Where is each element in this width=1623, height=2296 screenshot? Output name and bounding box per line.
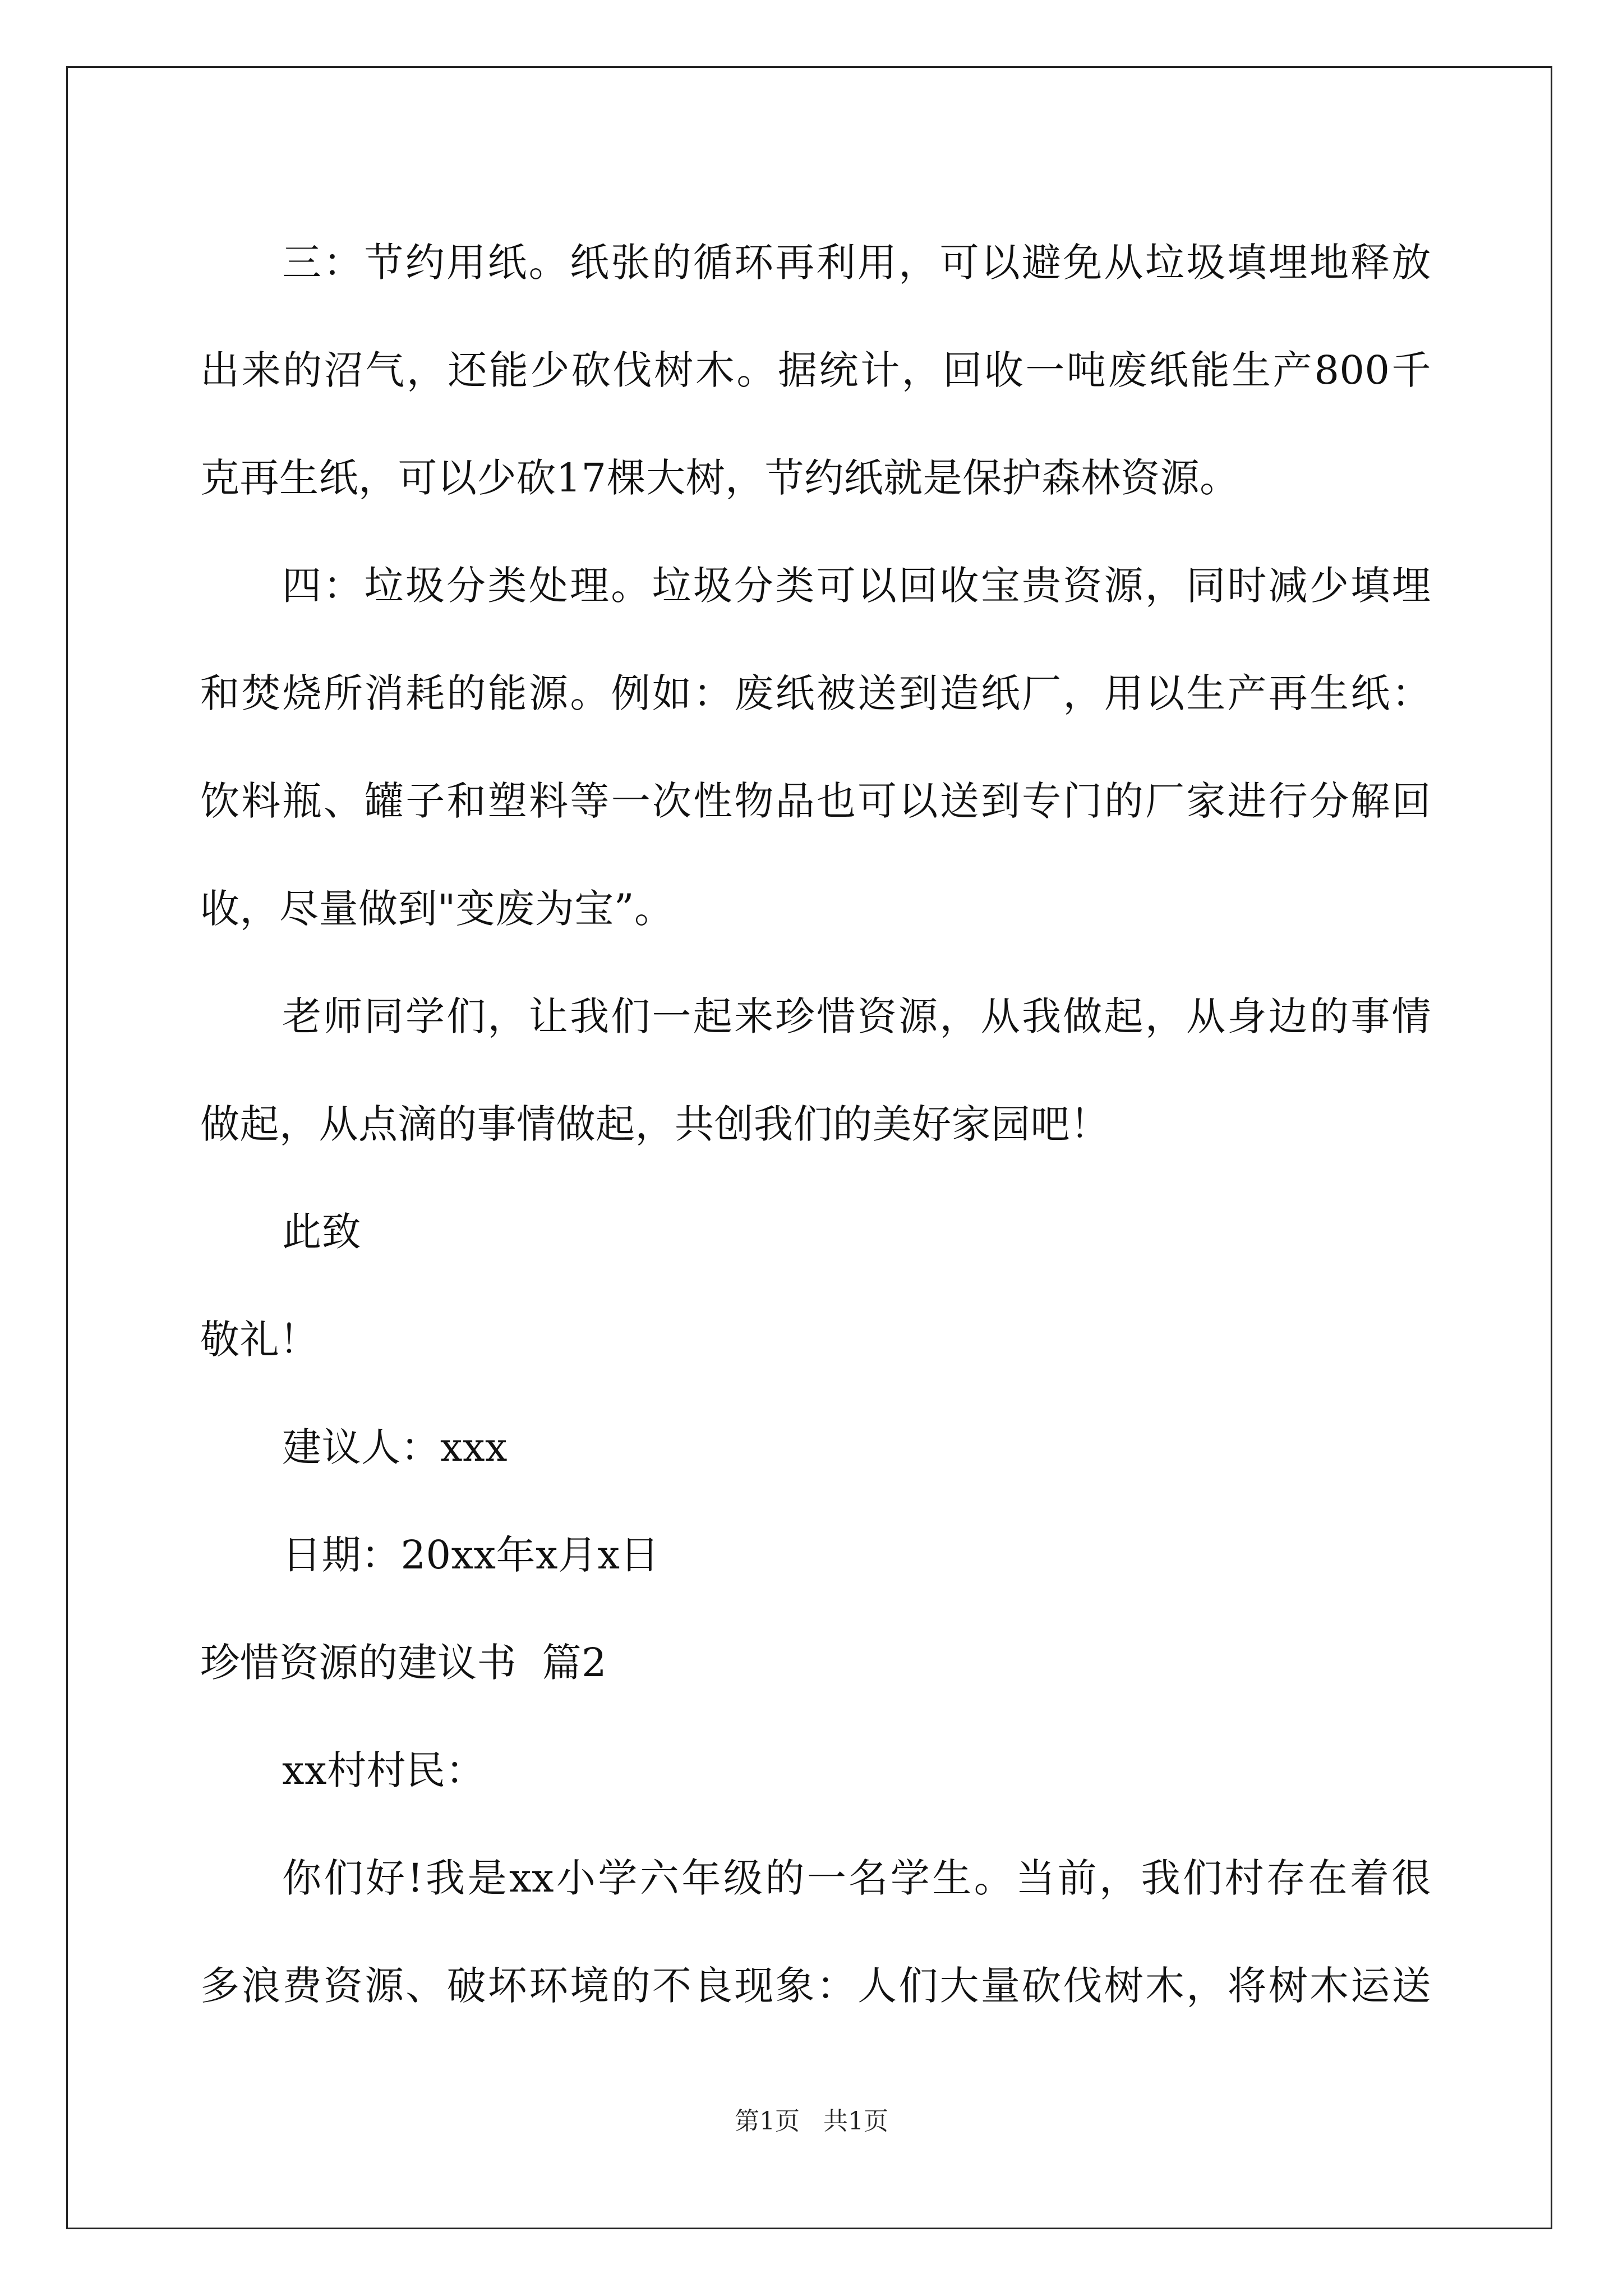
paragraph-line: 收，尽量做到"变废为宝”。 [200,886,674,932]
proposer-signature: 建议人：xxx [282,1424,508,1470]
paragraph-line: 饮料瓶、罐子和塑料等一次性物品也可以送到专门的厂家进行分解回 [200,778,1431,824]
document-body [200,209,1431,2040]
paragraph-line: 四：垃圾分类处理。垃圾分类可以回收宝贵资源，同时减少填埋 [282,563,1431,609]
paragraph-line: 克再生纸，可以少砍17棵大树，节约纸就是保护森林资源。 [200,455,1239,501]
paragraph-save-paper [200,209,1431,532]
page-number-footer: 第1页 共1页 [735,2107,888,2136]
closing-salutation: 此致 [282,1209,361,1255]
paragraph-line: 多浪费资源、破坏环境的不良现象：人们大量砍伐树木，将树木运送 [200,1963,1431,2009]
paragraph-line: 出来的沼气，还能少砍伐树木。据统计，回收一吨废纸能生产800千 [200,347,1431,393]
paragraph-line: 做起，从点滴的事情做起，共创我们的美好家园吧！ [200,1101,1110,1147]
letter-greeting: xx村村民： [282,1747,485,1793]
paragraph-line: 三：节约用纸。纸张的循环再利用，可以避免从垃圾填埋地释放 [282,240,1431,286]
paragraph-garbage-sorting [200,532,1431,963]
letter-date: 日期：20xx年x月x日 [282,1532,660,1578]
paragraph-line: 和焚烧所消耗的能源。例如：废纸被送到造纸厂，用以生产再生纸： [200,670,1431,716]
closing-respect: 敬礼！ [200,1317,319,1363]
section-heading: 珍惜资源的建议书 篇2 [200,1640,607,1686]
paragraph-line: 你们好!我是xx小学六年级的一名学生。当前，我们村存在着很 [282,1855,1431,1901]
paragraph-call-to-action [200,963,1431,1178]
paragraph-line: 老师同学们，让我们一起来珍惜资源，从我做起，从身边的事情 [282,993,1431,1039]
